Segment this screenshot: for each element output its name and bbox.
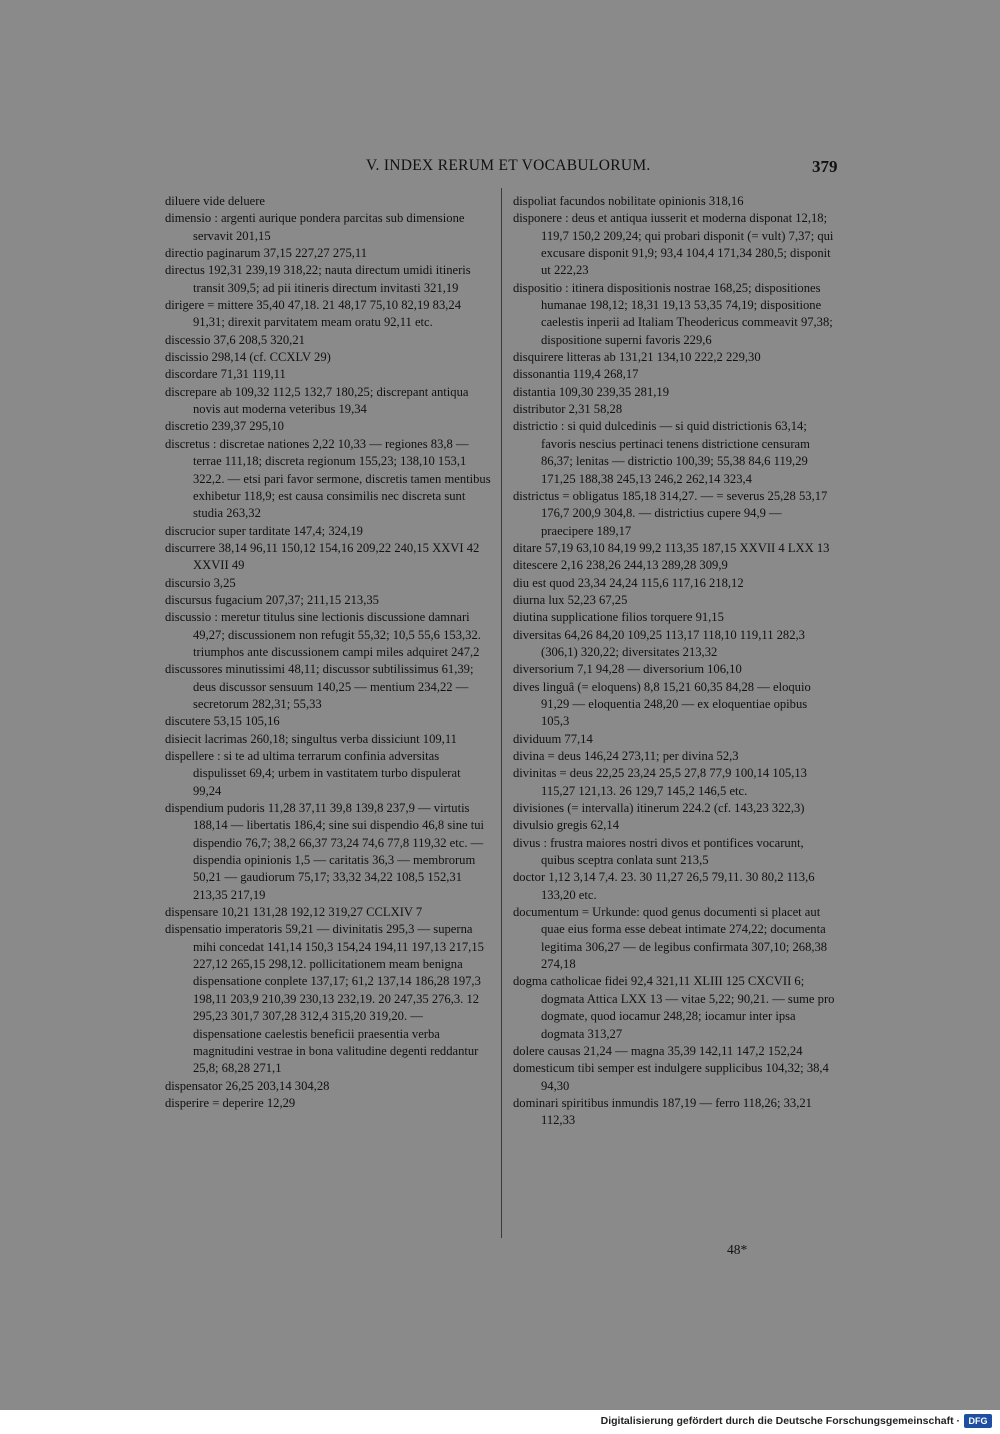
index-entry: dispensare 10,21 131,28 192,12 319,27 CCLXIV 7: [165, 905, 423, 920]
index-entry: diurna lux 52,23 67,25: [513, 592, 628, 607]
index-entry: dives linguâ (= eloquens) 8,8 15,21 60,35 84,28 — eloquio 91,29 — eloquentia 248,20 — ex eloquentiae opibus 105,3: [513, 679, 811, 729]
index-entry: distantia 109,30 239,35 281,19: [513, 384, 670, 399]
index-entry: dissonantia 119,4 268,17: [513, 367, 639, 382]
index-entry: diversitas 64,26 84,20 109,25 113,17 118,10 119,11 282,3 (306,1) 320,22; diversitates 213,32: [513, 627, 805, 659]
index-entry: directus 192,31 239,19 318,22; nauta directum umidi itineris transit 309,5; ad pii itineris directum invitasti 321,19: [165, 263, 471, 295]
index-entry: dominari spiritibus inmundis 187,19 — ferro 118,26; 33,21 112,33: [513, 1095, 812, 1128]
index-entry: dispensatio imperatoris 59,21 — divinitatis 295,3 — superna mihi concedat 141,14 150,3 154,24 194,11 197,13 217,15 227,12 265,15 298,12. pollicitationem meam benigna dispensatione conplete 137,17; 61,2 137,14 186,28 197,3 198,11 203,9 210,39 230,13 232,19. 20 247,35 276,3. 12 295,23 301,7 307,28 312,4 315,20 319,20. — dispensatione caelestis beneficii praesentia verba magnitudini vestrae in bona valitudine degenti reddantur 25,8; 68,28 271,1: [165, 922, 484, 1076]
column-divider: [501, 188, 502, 1238]
index-entry: divulsio gregis 62,14: [513, 818, 619, 833]
index-entry: doctor 1,12 3,14 7,4. 23. 30 11,27 26,5 79,11. 30 80,2 113,6 133,20 etc.: [513, 870, 815, 902]
index-entry: distributor 2,31 58,28: [513, 402, 623, 417]
index-entry: discretio 239,37 295,10: [165, 419, 284, 434]
index-entry: dispoliat facundos nobilitate opinionis 318,16: [513, 194, 744, 208]
dfg-logo: DFG: [964, 1414, 992, 1428]
index-entry: discrepare ab 109,32 112,5 132,7 180,25; discrepant antiqua novis aut moderna veteribus 19,34: [165, 384, 469, 417]
index-entry: discussores minutissimi 48,11; discussor subtilissimus 61,39; deus discussor sensuum 140,25 — mentium 234,22 — secretorum 282,31; 55,33: [165, 662, 474, 711]
page-number: 379: [812, 157, 838, 176]
index-entry: dispositio : itinera dispositionis nostrae 168,25; dispositiones humanae 198,12; 18,31 19,13 53,35 74,19; dispositione caelestis inperii ad Italiam Theodericus commeavit 97,38; dispositione superni favoris 229,6: [513, 280, 833, 347]
index-entry: disponere : deus et antiqua iusserit et moderna disponat 12,18; 119,7 150,2 209,24; qui probari disponit (= vult) 7,37; qui excusare disponit 91,9; 93,4 104,4 171,34 280,5; disponit ut 222,23: [513, 211, 834, 278]
index-entry: discissio 298,14 (cf. CCXLV 29): [165, 350, 331, 365]
index-entry: discutere 53,15 105,16: [165, 714, 280, 729]
index-entry: discursio 3,25: [165, 575, 236, 590]
footer-credit: Digitalisierung gefördert durch die Deutsche Forschungsgemeinschaft ·: [600, 1415, 960, 1427]
index-entry: discussio : meretur titulus sine lectionis discussione damnari 49,27; discussionem non refugit 55,32; 10,5 55,6 153,32. triumphos ante discussionem campi miles adquiret 247,2: [165, 610, 481, 659]
index-entry: ditare 57,19 63,10 84,19 99,2 113,35 187,15 XXVII 4 LXX 13: [513, 540, 830, 555]
index-entry: dolere causas 21,24 — magna 35,39 142,11 147,2 152,24: [513, 1043, 803, 1058]
index-entry: dispellere : si te ad ultima terrarum confinia adversitas dispulisset 69,4; urbem in vastitatem turbo dispulerat 99,24: [165, 749, 461, 798]
index-entry: divisiones (= intervalla) itinerum 224.2 (cf. 143,23 322,3): [513, 801, 805, 816]
index-entry: districtio : si quid dulcedinis — si quid districtionis 63,14; favoris nescius pertinaci tenens districtione censuram 86,37; lenitas — districtio 100,39; 55,38 84,6 119,29 171,25 188,38 245,13 246,2 262,14 323,4: [513, 419, 810, 486]
index-entry: disquirere litteras ab 131,21 134,10 222,2 229,30: [513, 350, 761, 365]
index-entry: discessio 37,6 208,5 320,21: [165, 332, 305, 347]
index-entry: divina = deus 146,24 273,11; per divina 52,3: [513, 749, 739, 763]
index-entry: dirigere = mittere 35,40 47,18. 21 48,17 75,10 82,19 83,24 91,31; direxit parvitatem meam oratu 92,11 etc.: [165, 298, 462, 330]
index-entry: disiecit lacrimas 260,18; singultus verba dissiciunt 109,11: [165, 731, 457, 746]
footer-bar: [0, 1410, 1000, 1434]
index-entry: dividuum 77,14: [513, 731, 593, 746]
index-entry: diu est quod 23,34 24,24 115,6 117,16 218,12: [513, 575, 744, 590]
index-entry: disperire = deperire 12,29: [165, 1095, 296, 1110]
running-head: V. INDEX RERUM ET VOCABULORUM.: [366, 157, 651, 174]
index-entry: discurrere 38,14 96,11 150,12 154,16 209,22 240,15 XXVI 42 XXVII 49: [165, 540, 480, 573]
index-entry: domesticum tibi semper est indulgere supplicibus 104,32; 38,4 94,30: [513, 1061, 829, 1093]
index-entry: discursus fugacium 207,37; 211,15 213,35: [165, 592, 379, 607]
signature-mark: 48*: [727, 1242, 748, 1257]
index-entry: directio paginarum 37,15 227,27 275,11: [165, 246, 368, 261]
index-entry: discretus : discretae nationes 2,22 10,33 — regiones 83,8 — terrae 111,18; discreta regionum 155,23; 138,10 153,1 322,2. — etsi pari favor sermone, discretis tamen mentibus exhibetur 118,9; est causa consimilis nec discreta sunt studia 263,32: [165, 436, 491, 521]
index-entry: dispendium pudoris 11,28 37,11 39,8 139,8 237,9 — virtutis 188,14 — libertatis 186,4; sine sui dispendio 46,8 sine tui dispendio 76,7; 38,2 66,37 73,24 74,6 77,8 119,32 etc. — dispendia opinionis 1,5 — caritatis 36,3 — membrorum 50,21 — gaudiorum 75,17; 33,32 34,22 108,5 152,31 213,35 217,19: [165, 801, 485, 902]
right-column: [513, 193, 837, 1130]
index-entry: divus : frustra maiores nostri divos et pontifices vocarunt, quibus sceptra conlata sunt 213,5: [513, 835, 804, 868]
index-entry: districtus = obligatus 185,18 314,27. — = severus 25,28 53,17 176,7 200,9 304,8. — districtius cupere 94,9 — praecipere 189,17: [513, 488, 828, 538]
index-entry: discordare 71,31 119,11: [165, 367, 286, 382]
left-column: [165, 193, 491, 1112]
index-entry: discrucior super tarditate 147,4; 324,19: [165, 523, 363, 538]
index-entry: divinitas = deus 22,25 23,24 25,5 27,8 77,9 100,14 105,13 115,27 121,13. 26 129,7 145,2 146,5 etc.: [513, 766, 807, 798]
index-entry: diutina supplicatione filios torquere 91,15: [513, 610, 724, 625]
index-entry: dogma catholicae fidei 92,4 321,11 XLIII 125 CXCVII 6; dogmata Attica LXX 13 — vitae 5,22; 90,21. — sume pro dogmate, quod iocamur 248,28; iocamur inter ipsa dogmata 313,27: [513, 974, 835, 1041]
index-entry: ditescere 2,16 238,26 244,13 289,28 309,9: [513, 558, 728, 573]
index-entry: diversorium 7,1 94,28 — diversorium 106,10: [513, 662, 742, 677]
index-entry: dispensator 26,25 203,14 304,28: [165, 1078, 330, 1093]
index-entry: dimensio : argenti aurique pondera parcitas sub dimensione servavit 201,15: [165, 211, 465, 243]
index-entry: documentum = Urkunde: quod genus documenti si placet aut quae eius forma esse debeat intimate 274,22; documenta legitima 306,27 — de legibus confirmata 307,10; 268,38 274,18: [513, 905, 828, 972]
index-entry: diluere vide deluere: [165, 194, 265, 208]
